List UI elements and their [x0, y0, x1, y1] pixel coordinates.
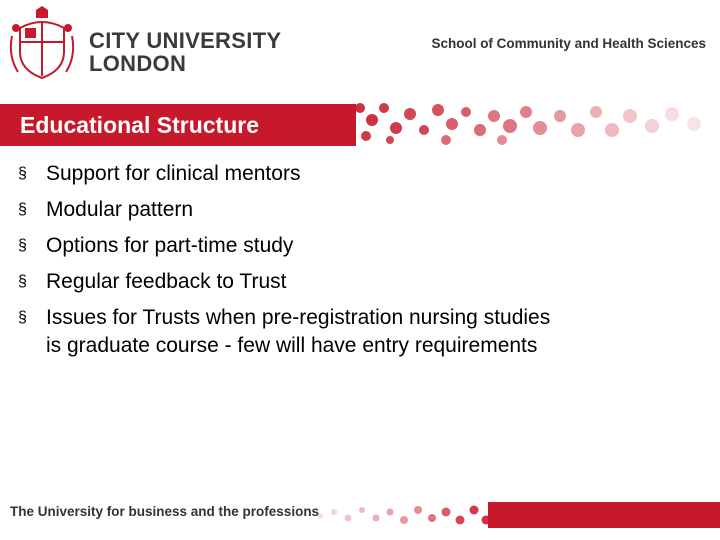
- bullet-marker: §: [18, 165, 27, 182]
- university-name-line2: LONDON: [89, 51, 187, 76]
- list-item: [18, 158, 698, 190]
- bullet-marker: §: [18, 273, 27, 290]
- bullet-text: Options for part-time study: [46, 234, 294, 257]
- bullet-marker: §: [18, 237, 27, 254]
- footer-decorative-dots: [310, 498, 510, 532]
- list-item: [18, 230, 698, 262]
- footer-tagline: The University for business and the professions: [10, 504, 320, 519]
- bullet-marker: §: [18, 201, 27, 218]
- slide-title: Educational Structure: [20, 112, 259, 138]
- bullet-list: [18, 158, 698, 366]
- bullet-text-continuation: is graduate course - few will have entry requirements: [46, 334, 538, 357]
- university-name-line1: CITY UNIVERSITY: [89, 28, 282, 53]
- bullet-text: Issues for Trusts when pre-registration nursing studies: [46, 306, 551, 329]
- bullet-text: Support for clinical mentors: [46, 162, 301, 185]
- school-name: School of Community and Health Sciences: [431, 36, 706, 51]
- bullet-text: Modular pattern: [46, 198, 194, 221]
- university-crest-logo: [8, 6, 76, 80]
- bullet-marker: §: [18, 309, 27, 326]
- list-item: [18, 302, 698, 362]
- list-item: [18, 266, 698, 298]
- list-item: [18, 194, 698, 226]
- footer-bar: [488, 502, 720, 528]
- university-name: [89, 29, 281, 75]
- bullet-text: Regular feedback to Trust: [46, 270, 287, 293]
